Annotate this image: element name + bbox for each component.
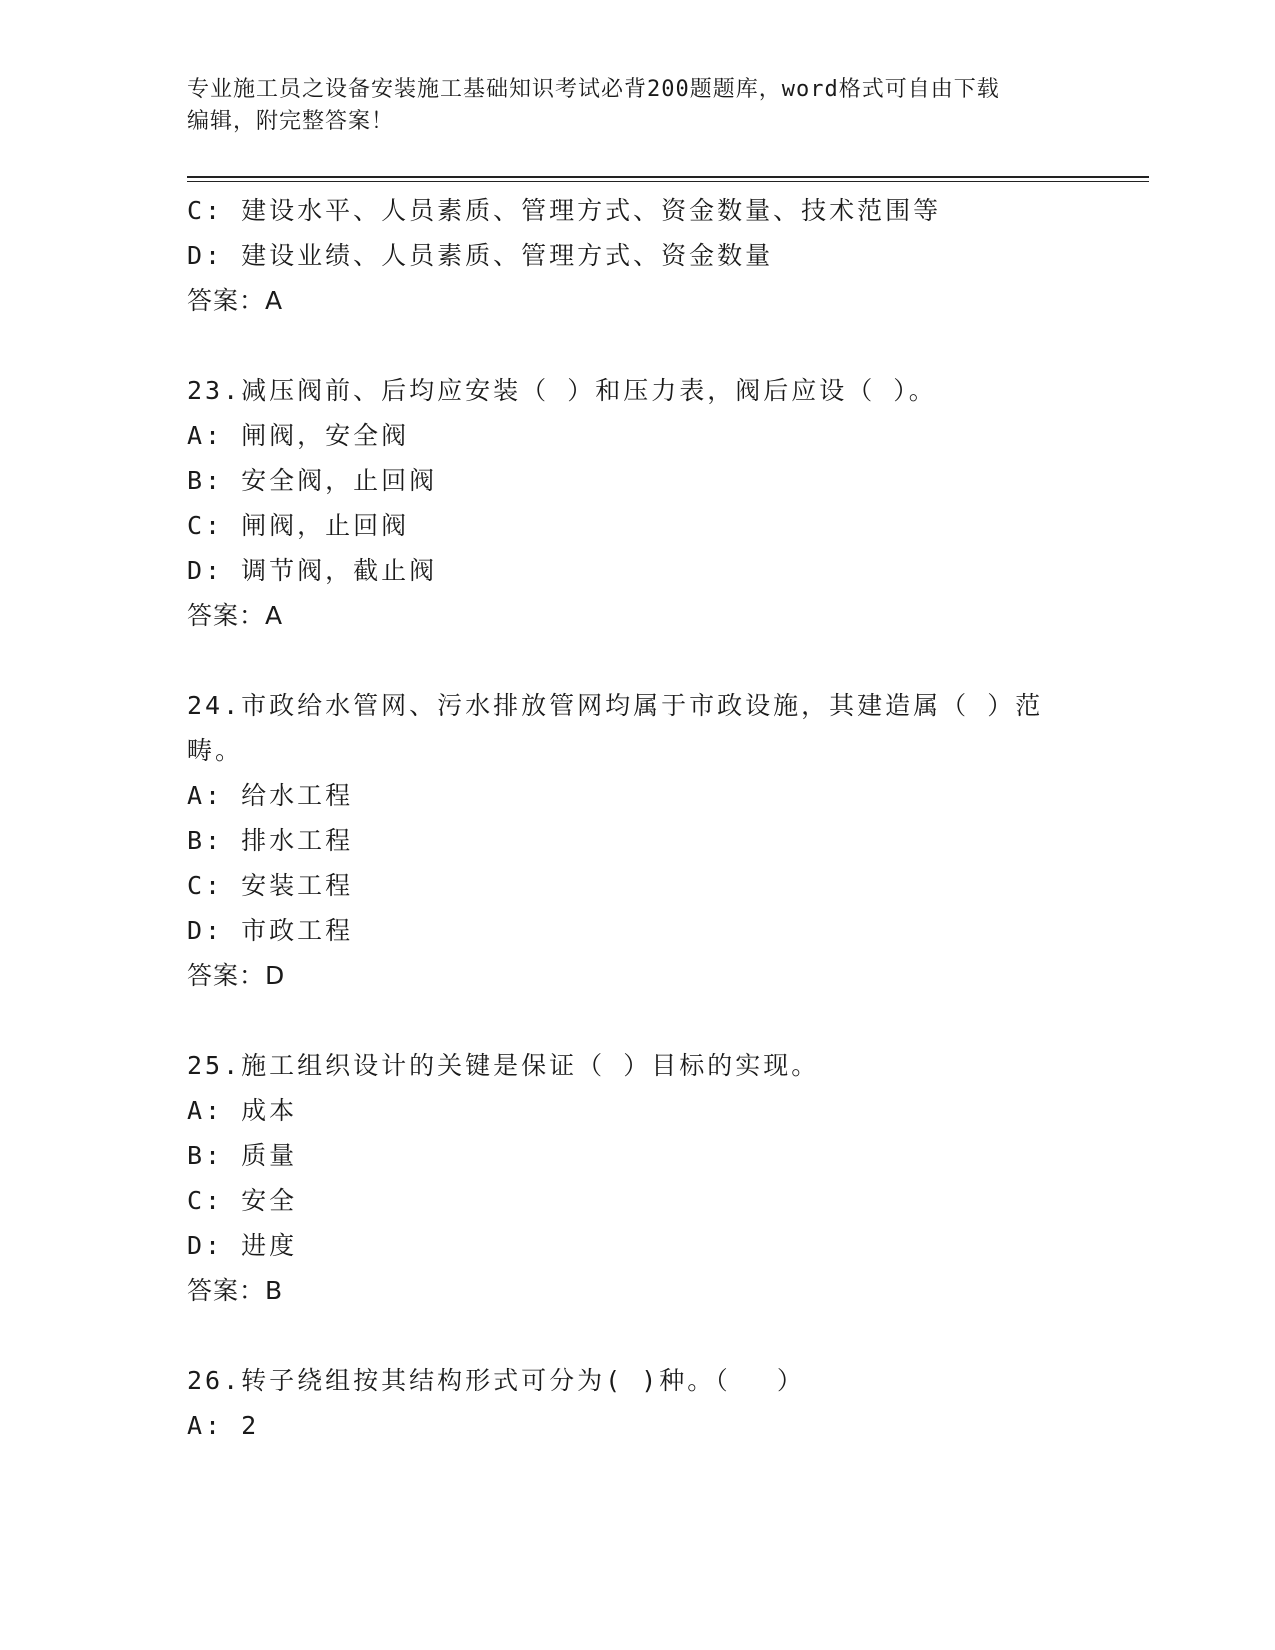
q25-question: 25.施工组织设计的关键是保证（ ）目标的实现。 — [187, 1051, 820, 1080]
q22-option-c: C: 建设水平、人员素质、管理方式、资金数量、技术范围等 — [187, 196, 942, 225]
spacer — [187, 324, 1087, 368]
spacer — [187, 1314, 1087, 1358]
q23-option-a: A: 闸阀，安全阀 — [187, 421, 410, 450]
q24-option-b: B: 排水工程 — [187, 826, 354, 855]
q25-option-a: A: 成本 — [187, 1096, 298, 1125]
q23-option-d: D: 调节阀，截止阀 — [187, 556, 438, 585]
q24-option-c: C: 安装工程 — [187, 871, 354, 900]
question-23-block — [187, 368, 1087, 639]
question-26-block — [187, 1358, 1087, 1448]
q26-option-a: A: 2 — [187, 1411, 260, 1440]
q24-question-line-2: 畴。 — [187, 736, 244, 765]
spacer — [187, 999, 1087, 1043]
question-22-block — [187, 188, 1087, 324]
q23-option-b: B: 安全阀，止回阀 — [187, 466, 438, 495]
q25-option-b: B: 质量 — [187, 1141, 298, 1170]
question-25-block — [187, 1043, 1087, 1314]
q23-question: 23.减压阀前、后均应安装（ ）和压力表，阀后应设（ ）。 — [187, 376, 937, 405]
question-24-block — [187, 683, 1087, 999]
q24-question-line-1: 24.市政给水管网、污水排放管网均属于市政设施，其建造属（ ）范 — [187, 691, 1044, 720]
q23-answer: 答案：A — [187, 601, 284, 630]
header-divider-thick — [187, 176, 1149, 178]
q22-option-d: D: 建设业绩、人员素质、管理方式、资金数量 — [187, 241, 774, 270]
q24-option-a: A: 给水工程 — [187, 781, 354, 810]
q22-answer: 答案：A — [187, 286, 284, 315]
q25-option-c: C: 安全 — [187, 1186, 298, 1215]
q24-option-d: D: 市政工程 — [187, 916, 354, 945]
header-divider-thin — [187, 181, 1149, 182]
q26-question: 26.转子绕组按其结构形式可分为( )种。（ ） — [187, 1366, 805, 1395]
document-body — [187, 188, 1087, 1448]
q25-answer: 答案：B — [187, 1276, 284, 1305]
q24-answer: 答案：D — [187, 961, 286, 990]
spacer — [187, 639, 1087, 683]
header-title-line-2: 编辑，附完整答案！ — [187, 109, 395, 134]
q23-option-c: C: 闸阀，止回阀 — [187, 511, 410, 540]
header-title-line-1: 专业施工员之设备安装施工基础知识考试必背200题题库，word格式可自由下载 — [187, 77, 1000, 102]
q25-option-d: D: 进度 — [187, 1231, 298, 1260]
document-header — [187, 74, 1067, 138]
